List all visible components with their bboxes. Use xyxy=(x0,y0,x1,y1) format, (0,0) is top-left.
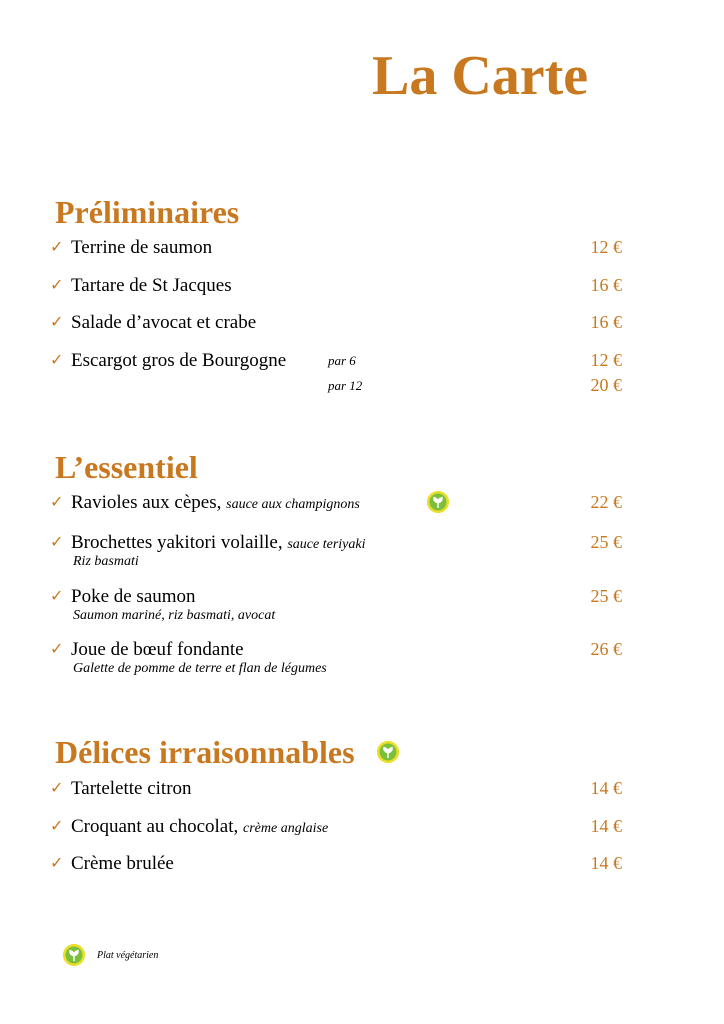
dish-description: Riz basmati xyxy=(73,554,139,569)
checkmark-icon: ✓ xyxy=(50,532,64,551)
dish-name: Terrine de saumon xyxy=(71,237,213,258)
section-title-preliminaires xyxy=(55,196,239,228)
dish-price: 16 € xyxy=(590,312,622,332)
dish-name: Tartare de St Jacques xyxy=(71,275,232,296)
vegetarian-legend xyxy=(63,944,158,966)
checkmark-icon: ✓ xyxy=(50,350,64,369)
checkmark-icon: ✓ xyxy=(50,492,64,511)
dish-sauce: sauce aux champignons xyxy=(226,497,360,512)
dish-name-text: Ravioles aux cèpes, xyxy=(71,492,222,513)
checkmark-icon: ✓ xyxy=(50,639,64,658)
checkmark-icon: ✓ xyxy=(50,237,64,256)
checkmark-icon: ✓ xyxy=(50,853,64,872)
dish-sauce: crème anglaise xyxy=(243,821,329,836)
dish-price: 12 € xyxy=(590,237,622,257)
section-title-essentiel xyxy=(55,451,198,483)
dish-price: 22 € xyxy=(590,492,622,512)
section-title-text: L’essentiel xyxy=(55,449,198,485)
dish-name: Joue de bœuf fondante xyxy=(71,639,244,660)
dish-name: Tartelette citron xyxy=(71,778,192,799)
dish-name xyxy=(71,493,360,512)
dish-name-text: Croquant au chocolat, xyxy=(71,816,239,837)
dish-price: 26 € xyxy=(590,639,622,659)
dish-name: Escargot gros de Bourgogne xyxy=(71,350,287,371)
menu-title: La Carte xyxy=(372,45,589,107)
legend-label: Plat végétarien xyxy=(97,949,159,961)
dish-price: 14 € xyxy=(590,816,622,836)
dish-sauce: sauce teriyaki xyxy=(287,537,366,552)
section-title-delices xyxy=(55,736,399,768)
dish-quantity: par 6 xyxy=(328,353,356,368)
checkmark-icon: ✓ xyxy=(50,586,64,605)
dish-price: 16 € xyxy=(590,275,622,295)
dish-price: 25 € xyxy=(590,586,622,606)
dish-price: 14 € xyxy=(590,778,622,798)
vegetarian-leaf-icon xyxy=(63,944,85,966)
dish-name-text: Brochettes yakitori volaille, xyxy=(71,532,283,553)
checkmark-icon: ✓ xyxy=(50,275,64,294)
dish-name: Poke de saumon xyxy=(71,586,196,607)
dish-price: 20 € xyxy=(590,375,622,395)
dish-price: 12 € xyxy=(590,350,622,370)
vegetarian-leaf-icon xyxy=(427,491,449,513)
section-title-text: Préliminaires xyxy=(55,194,240,230)
dish-name: Crème brulée xyxy=(71,853,174,874)
checkmark-icon: ✓ xyxy=(50,778,64,797)
dish-description: Saumon mariné, riz basmati, avocat xyxy=(73,608,276,623)
checkmark-icon: ✓ xyxy=(50,312,64,331)
dish-description: Galette de pomme de terre et flan de légumes xyxy=(73,661,327,676)
dish-quantity: par 12 xyxy=(328,378,363,393)
dish-name xyxy=(71,533,365,552)
checkmark-icon: ✓ xyxy=(50,816,64,835)
section-title-text: Délices irraisonnables xyxy=(55,734,355,770)
dish-price: 14 € xyxy=(590,853,622,873)
dish-name xyxy=(71,817,328,836)
vegetarian-leaf-icon xyxy=(377,741,399,763)
dish-price: 25 € xyxy=(590,532,622,552)
dish-name: Salade d’avocat et crabe xyxy=(71,312,257,333)
